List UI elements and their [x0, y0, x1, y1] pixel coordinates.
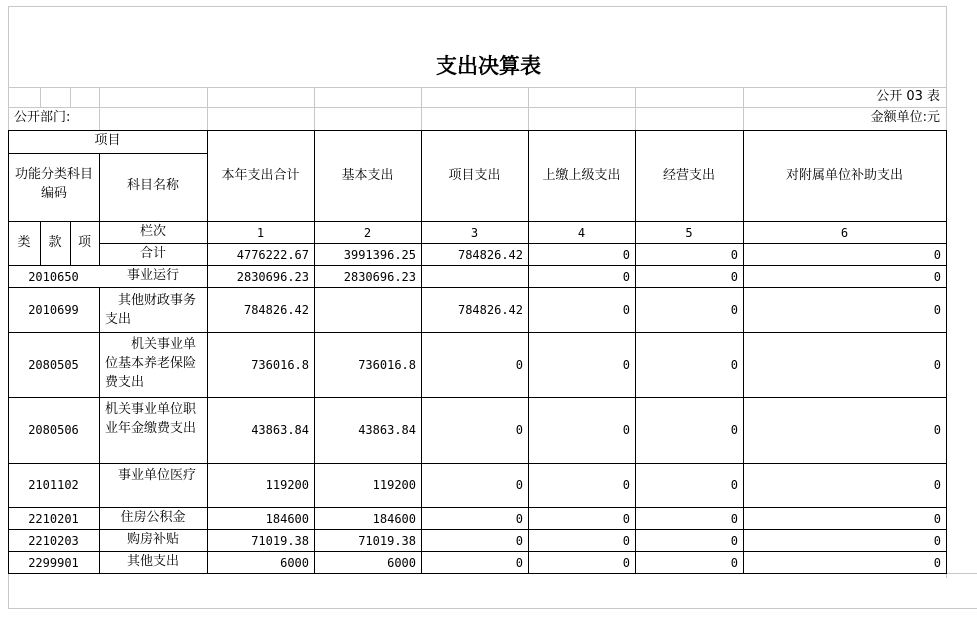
- table-line: [421, 130, 422, 574]
- row-name: 机关事业单位职业年金缴费支出: [105, 402, 197, 436]
- header-col-2: 基本支出: [341, 168, 394, 183]
- grid-line: [635, 87, 636, 130]
- table-line: [8, 397, 947, 398]
- row-code: 2010650: [28, 270, 79, 284]
- row-cell: 0: [622, 556, 630, 570]
- row-cell: 119200: [372, 478, 416, 492]
- grid-line: [207, 87, 208, 130]
- row-cell: 119200: [265, 478, 309, 492]
- table-line: [207, 130, 208, 574]
- row-cell: 0: [933, 512, 941, 526]
- header-project: 项目: [94, 133, 121, 148]
- row-cell: 71019.38: [251, 534, 309, 548]
- row-cell: 0: [933, 534, 941, 548]
- row-cell: 0: [933, 423, 941, 437]
- total-cell: 784826.42: [457, 248, 523, 262]
- table-border: [8, 130, 947, 131]
- row-cell: 2830696.23: [236, 270, 309, 284]
- grid-line: [528, 87, 529, 130]
- total-cell: 0: [622, 248, 630, 262]
- row-cell: 0: [933, 556, 941, 570]
- row-cell: 0: [622, 478, 630, 492]
- table-line: [743, 130, 744, 574]
- row-cell: 0: [730, 478, 738, 492]
- row-cell: 0: [622, 423, 630, 437]
- row-cell: 0: [622, 534, 630, 548]
- row-cell: 736016.8: [358, 358, 416, 372]
- row-cell: 0: [730, 512, 738, 526]
- row-code: 2080506: [28, 423, 79, 437]
- row-code: 2210201: [28, 512, 79, 526]
- header-col-1: 本年支出合计: [221, 168, 300, 183]
- row-cell: 0: [515, 534, 523, 548]
- row-cell: 0: [515, 512, 523, 526]
- header-lanci: 栏次: [139, 224, 166, 239]
- row-cell: 0: [515, 423, 523, 437]
- table-border: [8, 130, 9, 574]
- form-number: 公开 03 表: [876, 89, 940, 104]
- department-label: 公开部门:: [14, 110, 71, 125]
- row-cell: 0: [730, 534, 738, 548]
- column-number: 1: [256, 226, 265, 240]
- table-line: [635, 130, 636, 574]
- row-cell: 0: [730, 358, 738, 372]
- header-col-5: 经营支出: [662, 168, 715, 183]
- row-code: 2210203: [28, 534, 79, 548]
- row-code: 2010699: [28, 303, 79, 317]
- row-cell: 0: [622, 358, 630, 372]
- header-col-6: 对附属单位补助支出: [785, 168, 903, 183]
- grid-line: [8, 6, 947, 7]
- row-name: 购房补贴: [126, 532, 179, 547]
- grid-line: [8, 608, 977, 609]
- row-name: 机关事业单位基本养老保险费支出: [105, 337, 197, 390]
- row-cell: 0: [730, 556, 738, 570]
- row-code: 2101102: [28, 478, 79, 492]
- row-cell: 784826.42: [457, 303, 523, 317]
- table-line: [8, 507, 947, 508]
- table-line: [8, 463, 947, 464]
- header-col-4: 上缴上级支出: [542, 168, 621, 183]
- row-name: 住房公积金: [120, 510, 186, 525]
- row-cell: 2830696.23: [343, 270, 416, 284]
- row-cell: 6000: [280, 556, 309, 570]
- header-xiang: 项: [77, 235, 91, 250]
- table-line: [8, 529, 947, 530]
- row-cell: 0: [730, 423, 738, 437]
- row-cell: 184600: [372, 512, 416, 526]
- grid-line: [8, 107, 947, 108]
- total-cell: 3991396.25: [343, 248, 416, 262]
- row-name: 其他财政事务支出: [105, 293, 197, 327]
- header-col-3: 项目支出: [448, 168, 501, 183]
- row-cell: 0: [622, 512, 630, 526]
- row-cell: 0: [933, 303, 941, 317]
- table-border: [8, 573, 947, 574]
- row-cell: 784826.42: [243, 303, 309, 317]
- unit-label: 金额单位:元: [870, 110, 940, 125]
- header-subject-name: 科目名称: [126, 178, 179, 193]
- row-name: 其他支出: [126, 554, 179, 569]
- header-lei: 类: [17, 235, 31, 250]
- table-line: [8, 221, 947, 222]
- column-number: 6: [840, 226, 849, 240]
- table-line: [8, 332, 947, 333]
- grid-line: [99, 87, 100, 130]
- column-number: 5: [685, 226, 693, 240]
- row-cell: 43863.84: [358, 423, 416, 437]
- row-cell: 0: [933, 358, 941, 372]
- header-kuan: 款: [48, 235, 62, 250]
- table-line: [8, 153, 208, 154]
- table-line: [8, 551, 947, 552]
- total-cell: 0: [730, 248, 738, 262]
- column-number: 4: [577, 226, 586, 240]
- row-code: 2080505: [28, 358, 79, 372]
- table-line: [8, 265, 947, 266]
- row-cell: 0: [730, 270, 738, 284]
- total-cell: 4776222.67: [236, 248, 309, 262]
- grid-line: [421, 87, 422, 130]
- row-cell: 71019.38: [358, 534, 416, 548]
- document-title: 支出决算表: [436, 53, 541, 78]
- table-line: [314, 130, 315, 574]
- row-name: 事业单位医疗: [118, 468, 197, 483]
- row-cell: 0: [515, 478, 523, 492]
- column-number: 2: [363, 226, 372, 240]
- row-cell: 0: [622, 303, 630, 317]
- column-number: 3: [470, 226, 479, 240]
- grid-line: [946, 573, 977, 574]
- total-label: 合计: [139, 246, 166, 261]
- row-cell: 0: [515, 358, 523, 372]
- table-line: [528, 130, 529, 574]
- row-code: 2299901: [28, 556, 79, 570]
- table-line: [99, 243, 947, 244]
- grid-line: [314, 87, 315, 130]
- row-cell: 0: [622, 270, 630, 284]
- row-cell: 736016.8: [251, 358, 309, 372]
- row-cell: 0: [933, 478, 941, 492]
- row-cell: 184600: [265, 512, 309, 526]
- row-name: 事业运行: [126, 268, 179, 283]
- table-border: [946, 130, 947, 574]
- grid-line: [743, 87, 744, 130]
- row-cell: 0: [933, 270, 941, 284]
- row-cell: 6000: [387, 556, 416, 570]
- grid-line: [8, 87, 947, 88]
- row-cell: 43863.84: [251, 423, 309, 437]
- total-cell: 0: [933, 248, 941, 262]
- table-line: [99, 287, 100, 574]
- row-cell: 0: [730, 303, 738, 317]
- grid-line: [40, 87, 41, 107]
- table-line: [8, 287, 947, 288]
- grid-line: [70, 87, 71, 107]
- header-func-code: 功能分类科目编码: [14, 167, 93, 201]
- row-cell: 0: [515, 556, 523, 570]
